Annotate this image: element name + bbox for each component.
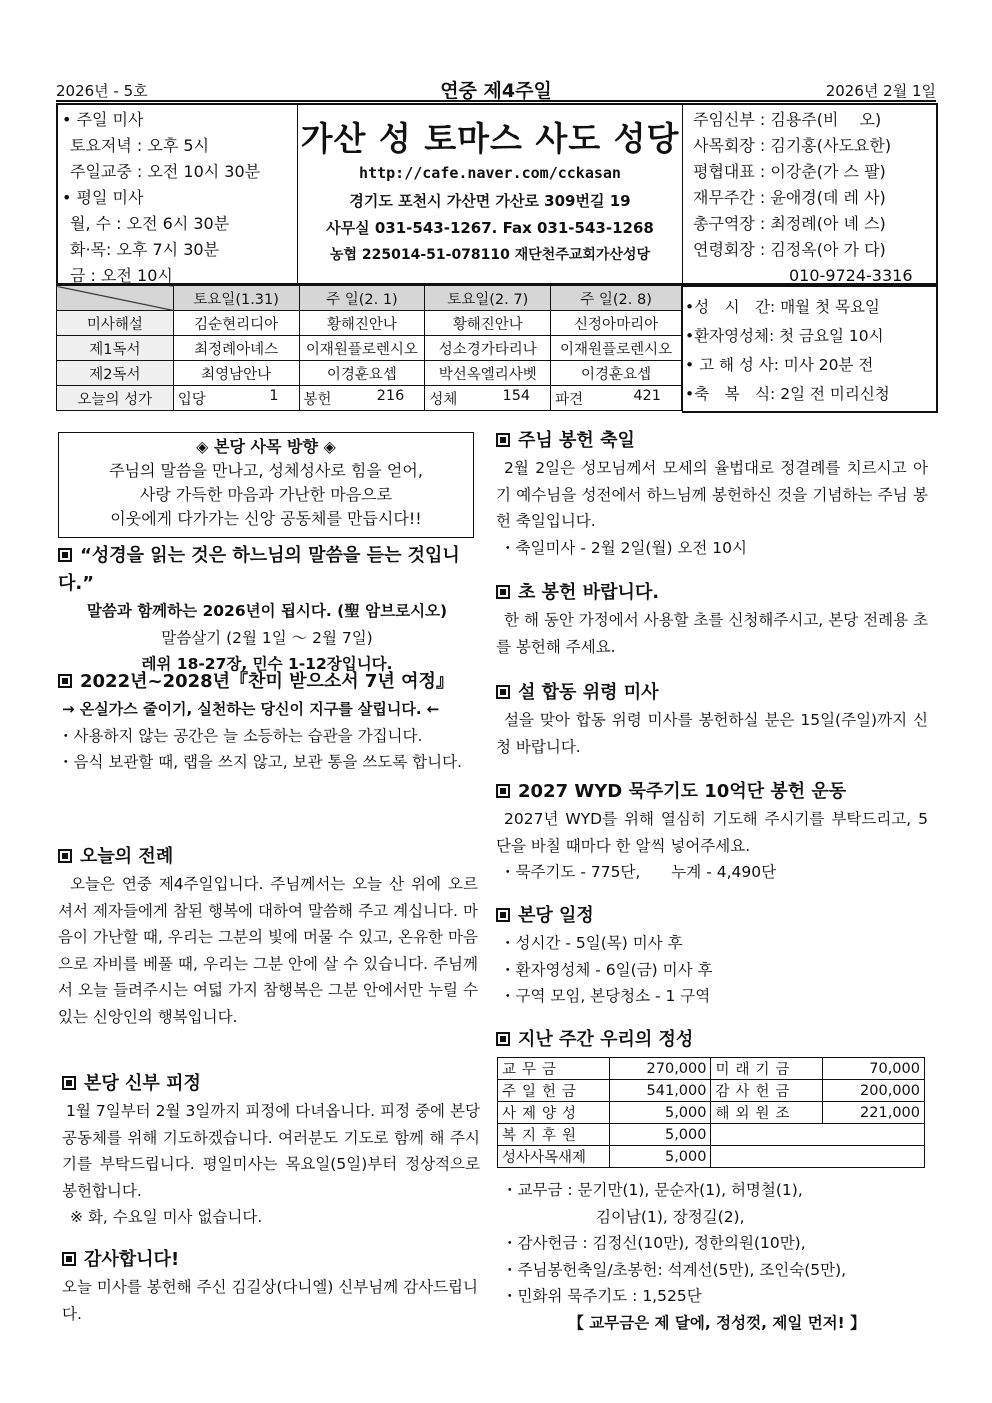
bible-line: 말씀과 함께하는 2026년이 됩시다. (聖 암브로시오) — [86, 602, 448, 620]
motto-title: ◈ 본당 사목 방향 ◈ — [196, 437, 336, 456]
mass-line: 주일교중 : 오전 10시 30분 — [70, 162, 261, 181]
row-label: 오늘의 성가 — [57, 386, 174, 411]
table-cell: 최정례아녜스 — [173, 336, 299, 361]
hymn-name: 입당 — [177, 391, 206, 408]
schedule-header: 주 일(2. 8) — [551, 286, 682, 311]
presentation-section — [496, 427, 928, 561]
event-line: •축 복 식: 2일 전 미리신청 — [685, 385, 890, 403]
empty-cell — [711, 1124, 925, 1146]
section-title: “성경을 읽는 것은 하느님의 말씀을 듣는 것입니다.” — [58, 545, 460, 594]
event-line: •환자영성체: 첫 금요일 10시 — [685, 327, 884, 345]
staff-phone: 010-9724-3316 — [789, 266, 913, 285]
thanks-section — [62, 1246, 480, 1327]
offering-notes — [502, 1177, 932, 1336]
row-label: 제2독서 — [57, 361, 174, 386]
mass-line: 월, 수 : 오전 6시 30분 — [70, 214, 230, 233]
table-cell: 최영남안나 — [173, 361, 299, 386]
hymn-cell — [551, 386, 682, 411]
mass-times — [58, 105, 298, 283]
events-box — [682, 285, 938, 413]
staff-line: 재무주간 : 윤애경(데 레 사) — [693, 188, 886, 207]
section-bullet-icon — [496, 1032, 510, 1046]
event-line: • 고 해 성 사: 미사 20분 전 — [685, 356, 874, 374]
table-row — [498, 1124, 925, 1146]
section-title: 지난 주간 우리의 정성 — [518, 1029, 694, 1050]
presentation-item: ・축일미사 - 2월 2일(월) 오전 10시 — [500, 538, 747, 557]
offering-label: 성사사목새제 — [498, 1146, 610, 1168]
staff-line: 연령회장 : 김정옥(아 가 다) — [693, 240, 886, 259]
table-row — [498, 1058, 925, 1080]
church-address: 경기도 포천시 가산면 가산로 309번길 19 — [349, 192, 631, 210]
section-bullet-icon — [62, 1076, 76, 1090]
retreat-body: 1월 7일부터 2월 3일까지 피정에 다녀옵니다. 피정 중에 본당 공동체를 위해 기도하겠습니다. 여러분도 기도로 함께 해 주시기를 부탁드립니다. 평일미사는 목요일(5일)부터 정상적으로 봉헌합니다. — [62, 1102, 480, 1200]
table-cell: 이재원플로렌시오 — [551, 336, 682, 361]
offering-value: 5,000 — [609, 1146, 711, 1168]
offering-value: 5,000 — [609, 1124, 711, 1146]
memorial-section — [496, 679, 928, 760]
table-row — [57, 311, 682, 336]
motto-line: 이웃에게 다가가는 신앙 공동체를 만듭시다!! — [110, 509, 422, 528]
schedule-header-row — [57, 286, 682, 311]
offering-note: ・주님봉헌축일/초봉헌: 석계선(5만), 조인숙(5만), — [502, 1260, 847, 1279]
section-title: 초 봉헌 바랍니다. — [518, 582, 660, 603]
offerings-section — [496, 1026, 928, 1054]
section-bullet-icon — [62, 1252, 76, 1266]
offering-label: 사제양성 — [498, 1102, 610, 1124]
table-cell: 이경훈요셉 — [551, 361, 682, 386]
table-cell: 신정아마리아 — [551, 311, 682, 336]
offering-note: ・감사헌금 : 김정신(10만), 정한의원(10만), — [502, 1234, 806, 1252]
offering-value: 270,000 — [609, 1058, 711, 1080]
parish-schedule-section — [496, 902, 928, 1010]
hymn-name: 파견 — [555, 391, 584, 408]
offering-label: 해외원조 — [711, 1102, 823, 1124]
section-bullet-icon — [58, 548, 72, 562]
section-title: 본당 일정 — [518, 905, 594, 926]
section-title: 2022년~2028년『찬미 받으소서 7년 여정』 — [80, 671, 454, 692]
bible-line: 레위 18-27장, 민수 1-12장입니다. — [141, 655, 393, 673]
row-label: 미사해설 — [57, 311, 174, 336]
laudato-item: ・음식 보관할 때, 랩을 쓰지 않고, 보관 통을 쓰도록 합니다. — [58, 753, 463, 771]
section-title: 주님 봉헌 축일 — [518, 430, 635, 451]
offering-note: 김이남(1), 장정길(2), — [596, 1207, 745, 1226]
candles-body: 한 해 동안 가정에서 사용할 초를 신청해주시고, 본당 전례용 초를 봉헌해 주세요. — [496, 611, 928, 656]
table-row — [498, 1080, 925, 1102]
church-phone: 사무실 031-543-1267. Fax 031-543-1268 — [326, 219, 654, 237]
pastoral-motto — [58, 432, 474, 538]
table-cell: 황해진안나 — [425, 311, 551, 336]
section-title: 본당 신부 피정 — [84, 1073, 201, 1094]
mass-line: • 평일 미사 — [62, 188, 144, 207]
hymn-cell — [299, 386, 425, 411]
diagonal-cell — [57, 286, 174, 311]
offerings-table — [497, 1057, 925, 1168]
section-bullet-icon — [496, 585, 510, 599]
table-cell: 이재원플로렌시오 — [299, 336, 425, 361]
hymn-number: 154 — [502, 387, 531, 404]
hymn-number: 216 — [376, 387, 405, 404]
offering-value: 5,000 — [609, 1102, 711, 1124]
table-cell: 황해진안나 — [299, 311, 425, 336]
header-box — [56, 103, 938, 285]
retreat-section — [62, 1070, 480, 1231]
church-name: 가산 성 토마스 사도 성당 — [300, 119, 680, 158]
table-cell: 박선옥엘리사벳 — [425, 361, 551, 386]
candles-section — [496, 579, 928, 660]
schedule-table — [56, 285, 682, 411]
offering-label: 주일헌금 — [498, 1080, 610, 1102]
section-bullet-icon — [496, 433, 510, 447]
section-bullet-icon — [58, 849, 72, 863]
mass-line: • 주일 미사 — [62, 110, 144, 129]
schedule-item: ・구역 모임, 본당청소 - 1 구역 — [500, 987, 711, 1005]
table-row — [57, 336, 682, 361]
offering-label: 감사헌금 — [711, 1080, 823, 1102]
row-label: 제1독서 — [57, 336, 174, 361]
offering-value: 541,000 — [609, 1080, 711, 1102]
section-title: 감사합니다! — [84, 1249, 180, 1270]
table-cell: 성소경가타리나 — [425, 336, 551, 361]
laudato-item: ・사용하지 않는 공간은 늘 소등하는 습관을 가집니다. — [58, 726, 423, 745]
schedule-item: ・환자영성체 - 6일(금) 미사 후 — [500, 960, 713, 979]
bible-section — [58, 542, 476, 678]
offering-value: 70,000 — [823, 1058, 925, 1080]
schedule-item: ・성시간 - 5일(목) 미사 후 — [500, 934, 683, 952]
empty-cell — [711, 1146, 925, 1168]
staff-line: 주임신부 : 김용주(비 오) — [693, 110, 882, 129]
offering-value: 221,000 — [823, 1102, 925, 1124]
offering-label: 미래기금 — [711, 1058, 823, 1080]
section-bullet-icon — [496, 784, 510, 798]
section-bullet-icon — [496, 908, 510, 922]
issue-date: 2026년 2월 1일 — [825, 82, 936, 100]
table-cell: 김순현리디아 — [173, 311, 299, 336]
table-row — [57, 361, 682, 386]
section-bullet-icon — [496, 685, 510, 699]
table-row — [498, 1146, 925, 1168]
hymn-number: 421 — [633, 387, 661, 404]
hymn-row — [57, 386, 682, 411]
wyd-body: 2027년 WYD를 위해 열심히 기도해 주시기를 부탁드리고, 5단을 바칠 때마다 한 알씩 넣어주세요. — [496, 810, 928, 855]
church-url[interactable]: http://cafe.naver.com/cckasan — [359, 164, 621, 182]
section-title: 오늘의 전례 — [80, 846, 174, 867]
motto-line: 주님의 말씀을 만나고, 성체성사로 힘을 얻어, — [109, 461, 423, 480]
staff-line: 총구역장 : 최정례(아 녜 스) — [693, 214, 886, 233]
schedule-header: 주 일(2. 1) — [299, 286, 425, 311]
mass-line: 토요저녁 : 오후 5시 — [70, 136, 210, 155]
bible-line: 말씀살기 (2월 1일 ～ 2월 7일) — [161, 628, 373, 647]
hymn-cell — [173, 386, 299, 411]
church-info — [298, 105, 683, 283]
schedule-header: 토요일(1.31) — [173, 286, 299, 311]
offering-value: 200,000 — [823, 1080, 925, 1102]
mass-line: 화·목: 오후 7시 30분 — [70, 240, 220, 259]
motto-line: 사랑 가득한 마음과 가난한 마음으로 — [139, 485, 393, 504]
section-title: 설 합동 위령 미사 — [518, 682, 659, 703]
table-cell: 이경훈요셉 — [299, 361, 425, 386]
liturgy-body: 오늘은 연중 제4주일입니다. 주님께서는 오늘 산 위에 오르셔서 제자들에게 참된 행복에 대하여 말씀해 주고 계십니다. 마음이 가난할 때, 우리는 그분의 빛에 머물 수 있고, 온유한 마음으로 자비를 베풀 때, 우리는 그분 안에 살 수 있습니다. 주님께서 오늘 들려주시는 여덟 가지 참행복은 그분 안에서만 누릴 수 있는 신앙인의 행복입니다. — [58, 875, 478, 1026]
hymn-name: 성체 — [429, 391, 458, 408]
liturgy-section — [58, 843, 478, 1030]
church-bank: 농협 225014-51-078110 재단천주교회가산성당 — [329, 247, 651, 263]
presentation-body: 2월 2일은 성모님께서 모세의 율법대로 정결례를 치르시고 아기 예수님을 성전에서 하느님께 봉헌하신 것을 기념하는 주님 봉헌 축일입니다. — [496, 459, 928, 530]
wyd-section — [496, 778, 928, 886]
laudato-section — [58, 668, 478, 776]
offering-note: ・교무금 : 문기만(1), 문순자(1), 허명철(1), — [502, 1181, 803, 1199]
hymn-name: 봉헌 — [303, 391, 332, 408]
offering-note: ・민화위 묵주기도 : 1,525단 — [502, 1287, 702, 1305]
offering-slogan: 【 교무금은 제 달에, 정성껏, 제일 먼저! 】 — [568, 1313, 866, 1332]
issue-number: 2026년 - 5호 — [56, 82, 148, 100]
offering-label: 복지후원 — [498, 1124, 610, 1146]
wyd-item: ・묵주기도 - 775단, 누계 - 4,490단 — [500, 863, 777, 881]
staff-line: 사목회장 : 김기홍(사도요한) — [693, 136, 892, 155]
section-title: 2027 WYD 묵주기도 10억단 봉헌 운동 — [518, 781, 847, 802]
laudato-subtitle: → 온실가스 줄이기, 실천하는 당신이 지구를 살립니다. ← — [62, 700, 440, 718]
table-row — [498, 1102, 925, 1124]
memorial-body: 설을 맞아 합동 위령 미사를 봉헌하실 분은 15일(주일)까지 신청 바랍니다. — [496, 711, 928, 756]
staff-line: 평협대표 : 이강춘(가 스 팔) — [693, 162, 886, 181]
thanks-body: 오늘 미사를 봉헌해 주신 김길상(다니엘) 신부님께 감사드립니다. — [62, 1278, 478, 1323]
week-title: 연중 제4주일 — [440, 80, 552, 102]
retreat-note: ※ 화, 수요일 미사 없습니다. — [70, 1208, 263, 1226]
mass-line: 금 : 오전 10시 — [70, 266, 173, 285]
schedule-header: 토요일(2. 7) — [425, 286, 551, 311]
hymn-cell — [425, 386, 551, 411]
hymn-number: 1 — [269, 387, 279, 404]
event-line: •성 시 간: 매월 첫 목요일 — [685, 298, 880, 316]
staff-list — [683, 105, 936, 283]
top-line — [56, 76, 936, 102]
section-bullet-icon — [58, 674, 72, 688]
offering-label: 교무금 — [498, 1058, 610, 1080]
